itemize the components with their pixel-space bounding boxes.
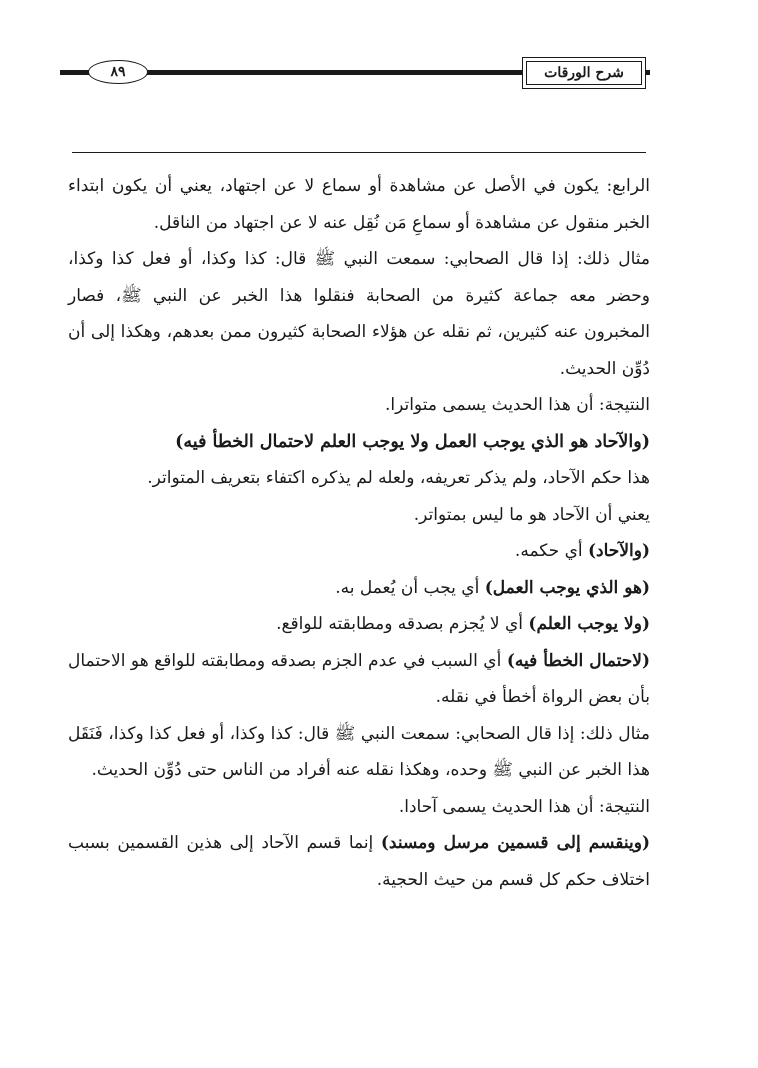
paragraph-ihtimal-al-khata: [68, 643, 650, 716]
paragraph-mutawatir-result: النتيجة: أن هذا الحديث يسمى متواترا.: [384, 395, 650, 415]
commentary: أي لا يُجزم بصدقه ومطابقته للواقع.: [276, 614, 529, 634]
paragraph-ahad-definition: يعني أن الآحاد هو ما ليس بمتواتر.: [413, 504, 650, 525]
commentary: إنما قسم الآحاد إلى هذين القسمين بسبب اختلاف حكم كل قسم من حيث الحجية.: [68, 833, 650, 890]
matn-quote: (لاحتمال الخطأ فيه): [506, 650, 650, 671]
commentary: أي السبب في عدم الجزم بصدقه ومطابقته للواقع هو الاحتمال بأن بعض الرواة أخطأ في نقله.: [68, 650, 650, 707]
paragraph-wal-ahad: [68, 533, 650, 570]
paragraph-fourth-condition: الرابع: يكون في الأصل عن مشاهدة أو سماع لا عن اجتهاد، يعني أن يكون ابتداء الخبر منقول عن مشاهدة أو سماعِ مَن نُقِل عنه لا عن اجتهاد من الناقل.: [68, 176, 650, 233]
matn-quote: (ولا يوجب العلم): [528, 614, 650, 634]
matn-quote: (هو الذي يوجب العمل): [484, 577, 650, 598]
section-divider: [72, 152, 646, 153]
paragraph-ahad-ruling: هذا حكم الآحاد، ولم يذكر تعريفه، ولعله لم يذكره اكتفاء بتعريف المتواتر.: [147, 468, 650, 488]
matn-ahad: (والآحاد هو الذي يوجب العمل ولا يوجب العلم لاحتمال الخطأ فيه): [175, 431, 650, 452]
paragraph-ahad-example: مثال ذلك: إذا قال الصحابي: سمعت النبي ﷺ قال: كذا وكذا، أو فعل كذا وكذا، فَنَقَل هذا الخبر عن النبي ﷺ وحده، وهكذا نقله عنه أفراد من الناس حتى دُوِّن الحديث.: [68, 723, 650, 780]
paragraph-divisions: [68, 825, 650, 898]
matn-quote: (وينقسم إلى قسمين مرسل ومسند): [380, 833, 650, 853]
paragraph-la-yujib-al-ilm: [68, 606, 650, 643]
page-number: ٨٩: [88, 60, 148, 84]
paragraph-ahad-result: النتيجة: أن هذا الحديث يسمى آحادا.: [398, 796, 650, 817]
page-body: [68, 168, 650, 898]
paragraph-mutawatir-example: مثال ذلك: إذا قال الصحابي: سمعت النبي ﷺ قال: كذا وكذا، أو فعل كذا وكذا، وحضر معه جماعة كثيرة من الصحابة فنقلوا هذا الخبر عن النبي ﷺ، فصار المخبرون عنه كثيرين، ثم نقله عن هؤلاء الصحابة كثيرون ممن بعدهم، وهكذا إلى أن دُوِّن الحديث.: [68, 249, 650, 379]
book-title: شرح الورقات: [522, 57, 646, 89]
commentary: أي حكمه.: [514, 541, 589, 561]
matn-quote: (والآحاد): [588, 541, 650, 561]
commentary: أي يجب أن يُعمل به.: [335, 577, 485, 598]
paragraph-yujib-al-amal: [68, 570, 650, 607]
